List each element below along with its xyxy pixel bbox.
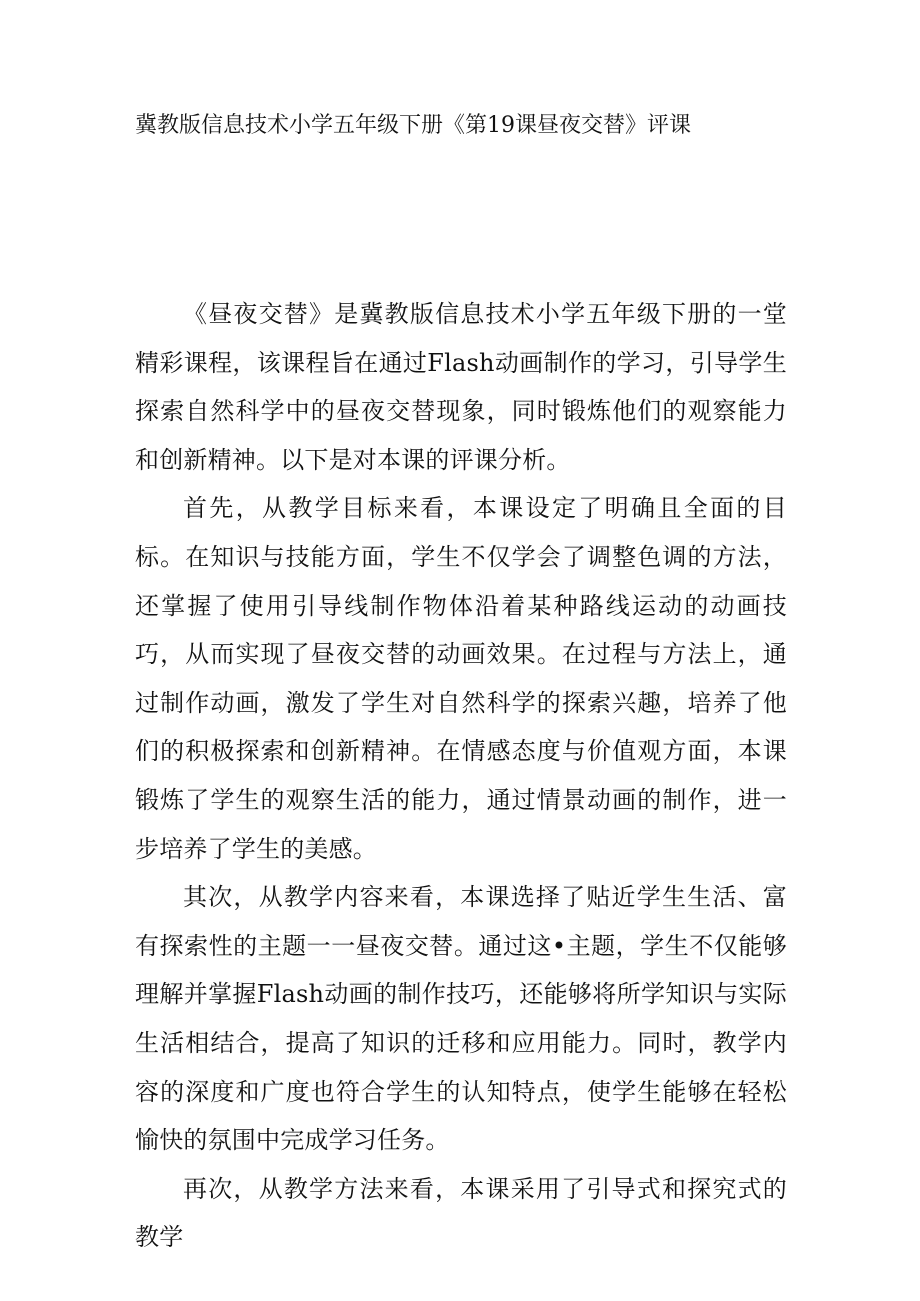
paragraph-goals: 首先，从教学目标来看，本课设定了明确且全面的目标。在知识与技能方面，学生不仅学会了调整色调的方法，还掌握了使用引导线制作物体沿着某种路线运动的动画技巧，从而实现了昼夜交替的动画效果。在过程与方法上，通过制作动画，激发了学生对自然科学的探索兴趣，培养了他们的积极探索和创新精神。在情感态度与价值观方面，本课锻炼了学生的观察生活的能力，通过情景动画的制作，进一步培养了学生的美感。 (135, 494, 787, 863)
paragraph-intro: 《昼夜交替》是冀教版信息技术小学五年级下册的一堂精彩课程，该课程旨在通过Flash动画制作的学习，引导学生探索自然科学中的昼夜交替现象，同时锻炼他们的观察能力和创新精神。以下是对本课的评课分析。 (135, 300, 787, 474)
paragraph-methods: 再次，从教学方法来看，本课采用了引导式和探究式的教学 (135, 1174, 787, 1252)
document-title: 冀教版信息技术小学五年级下册《第19课昼夜交替》评课 (135, 113, 691, 138)
document-body (135, 290, 787, 1262)
paragraph-content: 其次，从教学内容来看，本课选择了贴近学生生活、富有探索性的主题一一昼夜交替。通过这•主题，学生不仅能够理解并掌握Flash动画的制作技巧，还能够将所学知识与实际生活相结合，提高了知识的迁移和应用能力。同时，教学内容的深度和广度也符合学生的认知特点，使学生能够在轻松愉快的氛围中完成学习任务。 (135, 883, 787, 1155)
